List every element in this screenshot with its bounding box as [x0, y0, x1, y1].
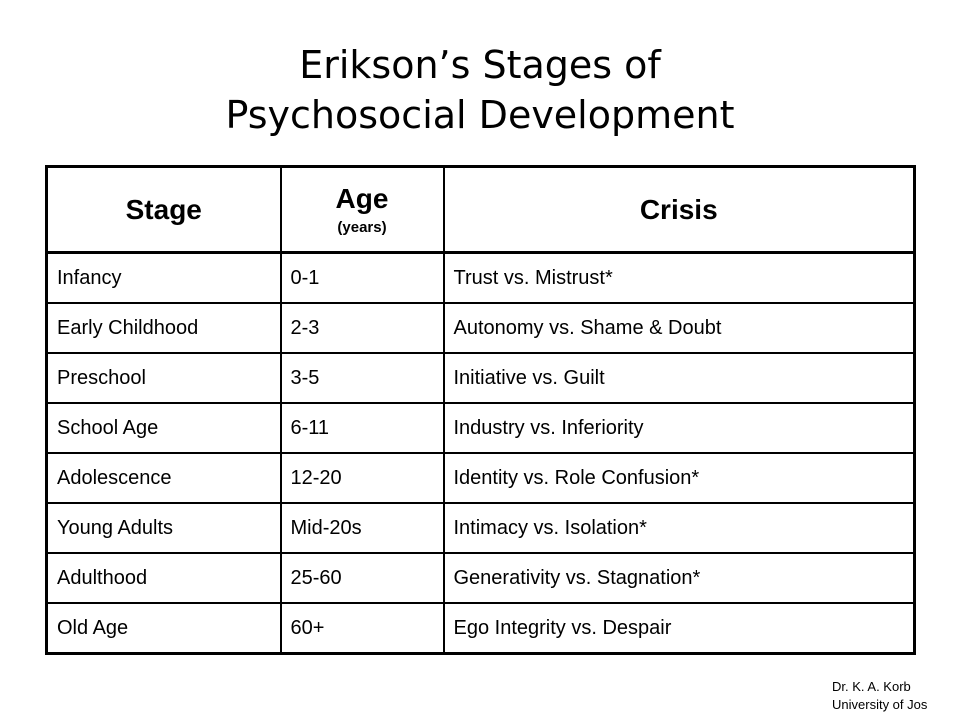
table-row — [47, 353, 915, 403]
cell-crisis: Autonomy vs. Shame & Doubt — [444, 303, 915, 353]
cell-stage: Old Age — [47, 603, 281, 654]
cell-age: Mid-20s — [281, 503, 444, 553]
cell-age: 0-1 — [281, 253, 444, 304]
cell-crisis: Industry vs. Inferiority — [444, 403, 915, 453]
cell-age: 25-60 — [281, 553, 444, 603]
header-age — [281, 167, 444, 253]
table-row — [47, 303, 915, 353]
cell-stage: Adulthood — [47, 553, 281, 603]
header-age-unit: (years) — [337, 219, 387, 236]
table-row — [47, 453, 915, 503]
cell-age: 6-11 — [281, 403, 444, 453]
cell-stage: Preschool — [47, 353, 281, 403]
cell-stage: Adolescence — [47, 453, 281, 503]
cell-crisis: Generativity vs. Stagnation* — [444, 553, 915, 603]
cell-stage: Infancy — [47, 253, 281, 304]
table-row — [47, 603, 915, 654]
slide-title — [0, 40, 960, 140]
table-row — [47, 553, 915, 603]
stages-table — [45, 165, 916, 655]
cell-age: 12-20 — [281, 453, 444, 503]
cell-stage: School Age — [47, 403, 281, 453]
cell-crisis: Trust vs. Mistrust* — [444, 253, 915, 304]
header-stage: Stage — [47, 167, 281, 253]
cell-stage: Young Adults — [47, 503, 281, 553]
cell-crisis: Identity vs. Role Confusion* — [444, 453, 915, 503]
cell-age: 60+ — [281, 603, 444, 654]
credit-author: Dr. K. A. Korb — [832, 679, 911, 694]
table-header-row — [47, 167, 915, 253]
table-row — [47, 403, 915, 453]
header-crisis: Crisis — [444, 167, 915, 253]
credit-institution: University of Jos — [832, 697, 928, 712]
header-age-label: Age — [335, 183, 389, 214]
table-row — [47, 503, 915, 553]
cell-crisis: Intimacy vs. Isolation* — [444, 503, 915, 553]
cell-crisis: Ego Integrity vs. Despair — [444, 603, 915, 654]
cell-age: 3-5 — [281, 353, 444, 403]
cell-crisis: Initiative vs. Guilt — [444, 353, 915, 403]
cell-age: 2-3 — [281, 303, 444, 353]
slide-title-line-1: Erikson’s Stages of — [299, 43, 661, 87]
cell-stage: Early Childhood — [47, 303, 281, 353]
slide-title-line-2: Psychosocial Development — [225, 93, 735, 137]
author-credit — [832, 678, 927, 714]
table-row — [47, 253, 915, 304]
